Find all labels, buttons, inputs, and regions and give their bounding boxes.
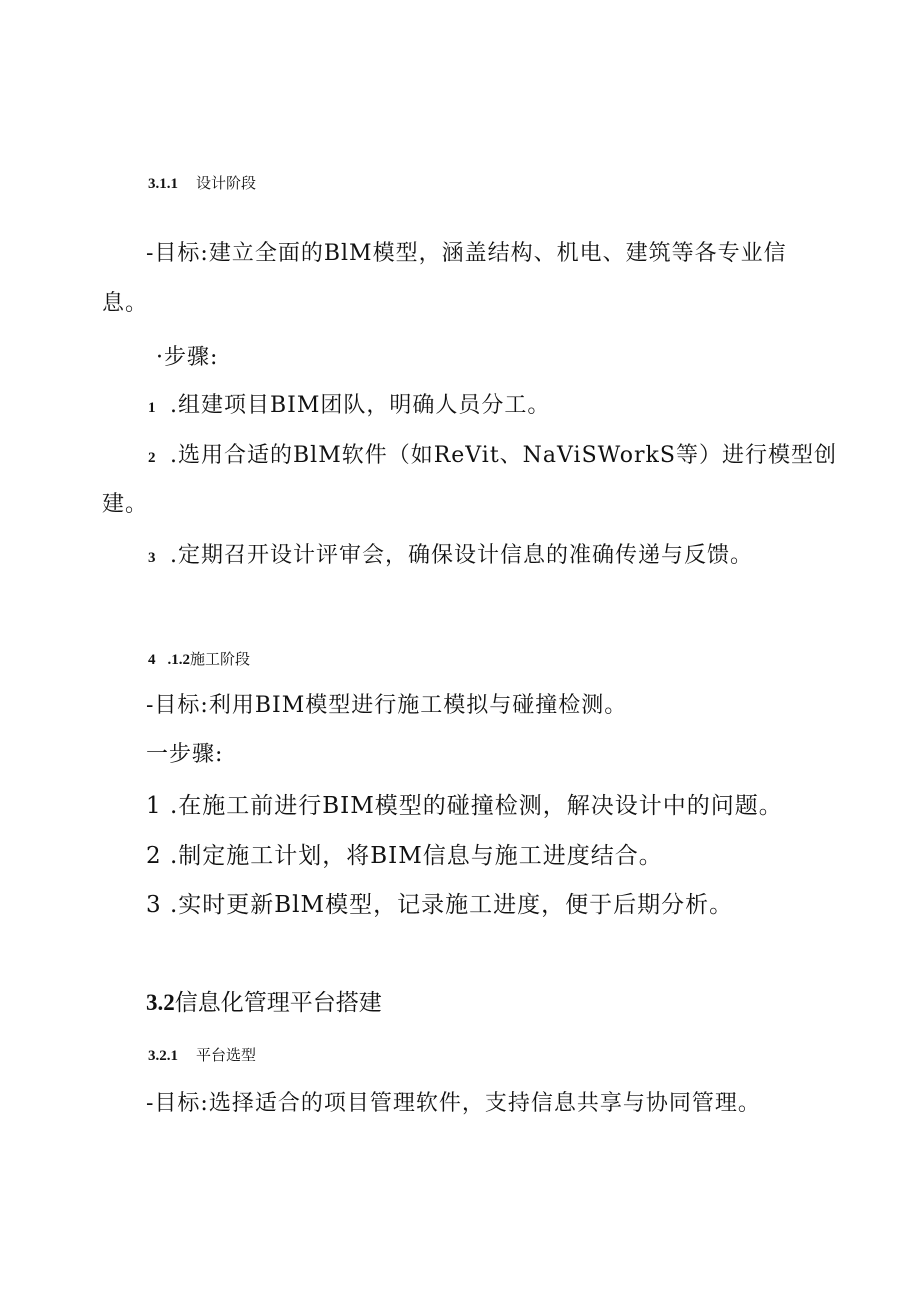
step-text: .定期召开设计评审会，确保设计信息的准确传递与反馈。 xyxy=(170,543,753,568)
heading-number: 4 xyxy=(148,652,156,668)
goal-paragraph: -目标:选择适合的项目管理软件，支持信息共享与协同管理。 xyxy=(146,1091,761,1116)
goal-paragraph-line1: -目标:建立全面的BlM模型，涵盖结构、机电、建筑等各专业信 xyxy=(146,241,787,266)
heading-number-rest: .1.2 xyxy=(167,652,190,668)
step-item-2: 2 .制定施工计划，将BIM信息与施工进度结合。 xyxy=(146,843,663,869)
heading-number: 3.2.1 xyxy=(148,1048,178,1064)
step-item-1 xyxy=(148,388,550,419)
step-item-2 xyxy=(148,438,837,469)
heading-title: 平台选型 xyxy=(196,1047,257,1064)
steps-label: 一步骤: xyxy=(146,742,224,767)
step-item-3: 3 .实时更新BlM模型，记录施工进度，便于后期分析。 xyxy=(146,892,734,918)
step-number: 3 xyxy=(148,550,157,566)
step-item-2-continued: 建。 xyxy=(102,492,149,517)
heading-title: 施工阶段 xyxy=(190,651,251,668)
heading-title: 设计阶段 xyxy=(196,175,257,192)
heading-title: 信息化管理平台搭建 xyxy=(174,990,382,1016)
heading-number: 3.2 xyxy=(146,990,175,1015)
heading-3-2 xyxy=(146,984,382,1017)
step-text: .选用合适的BlM软件（如ReVit、NaViSWorkS等）进行模型创 xyxy=(170,443,837,468)
heading-4-1-2 xyxy=(148,648,250,669)
goal-paragraph: -目标:利用BIM模型进行施工模拟与碰撞检测。 xyxy=(146,693,628,718)
step-item-1: 1 .在施工前进行BIM模型的碰撞检测，解决设计中的问题。 xyxy=(146,793,783,819)
goal-paragraph-line2: 息。 xyxy=(102,291,149,316)
heading-3-1-1 xyxy=(148,172,256,193)
step-number: 2 xyxy=(148,450,157,466)
heading-number: 3.1.1 xyxy=(148,176,178,192)
step-text: .组建项目BIM团队，明确人员分工。 xyxy=(170,393,551,418)
step-number: 1 xyxy=(148,400,157,416)
steps-label: ·步骤: xyxy=(156,345,219,370)
step-item-3 xyxy=(148,538,753,569)
heading-3-2-1 xyxy=(148,1044,256,1065)
